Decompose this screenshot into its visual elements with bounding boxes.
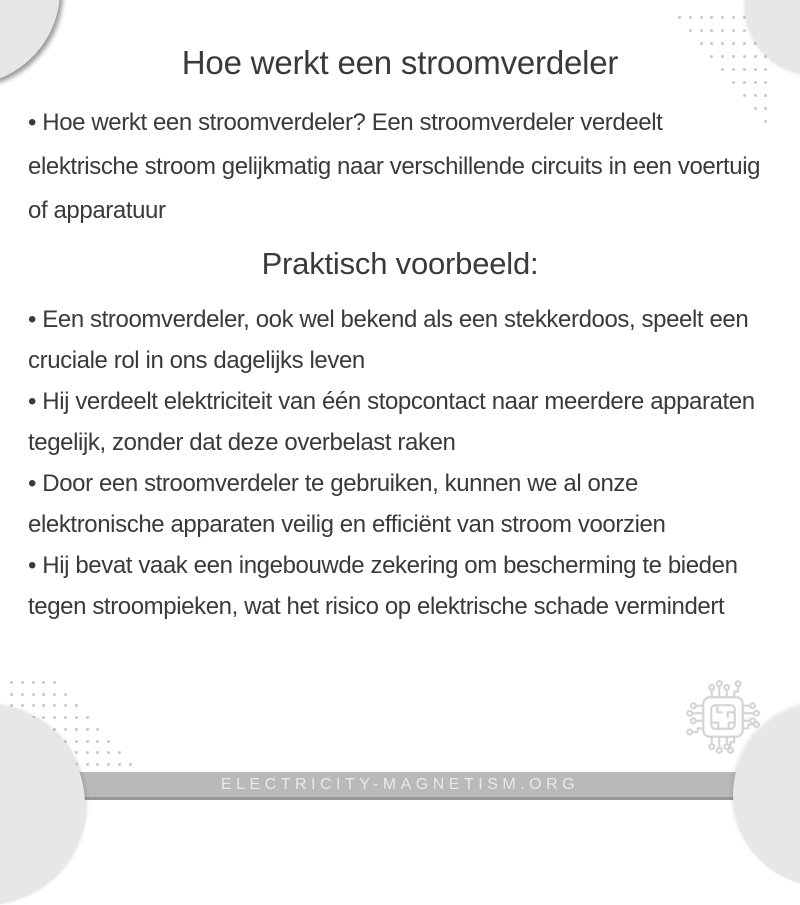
decor-dot xyxy=(118,751,121,754)
bullet-item: • Een stroomverdeler, ook wel bekend als een stekkerdoos, speelt een cruciale rol in ons dagelijks leven xyxy=(28,306,749,374)
decor-dot xyxy=(107,763,110,766)
decor-dot xyxy=(743,94,746,97)
decor-dot xyxy=(53,716,56,719)
decor-dot xyxy=(86,751,89,754)
decor-dot xyxy=(64,704,67,707)
decor-dot xyxy=(86,728,89,731)
footer-bar xyxy=(0,772,800,797)
decor-dot xyxy=(710,29,713,32)
bullet-item: • Hij verdeelt elektriciteit van één stopcontact naar meerdere apparaten tegelijk, zonder dat deze overbelast raken xyxy=(28,388,755,456)
decor-dot xyxy=(118,763,121,766)
decor-dot xyxy=(64,728,67,731)
site-name: ELECTRICITY-MAGNETISM.ORG xyxy=(220,775,580,793)
page-title: Hoe werkt een stroomverdeler xyxy=(181,44,619,81)
decor-dot xyxy=(75,751,78,754)
decor-dot xyxy=(764,81,767,84)
decor-dot xyxy=(21,693,24,696)
decor-dot xyxy=(53,704,56,707)
decor-dot xyxy=(42,681,45,684)
decor-dot xyxy=(96,751,99,754)
intro-bullet-list xyxy=(28,101,774,233)
decor-dot xyxy=(721,16,724,19)
bullet-item: • Door een stroomverdeler te gebruiken, kunnen we al onze elektronische apparaten veilig en efficiënt van stroom voorzien xyxy=(28,470,666,538)
decor-dot xyxy=(129,763,132,766)
decor-dot xyxy=(107,751,110,754)
decor-dot xyxy=(96,740,99,743)
decor-dot xyxy=(42,716,45,719)
decor-dot xyxy=(75,728,78,731)
decor-dot xyxy=(42,693,45,696)
decor-dot xyxy=(32,681,35,684)
decor-dot xyxy=(764,94,767,97)
decor-dot xyxy=(21,681,24,684)
decor-dot xyxy=(53,728,56,731)
decor-dot xyxy=(53,693,56,696)
decor-dot xyxy=(64,693,67,696)
decor-dot xyxy=(10,693,13,696)
decor-dot xyxy=(10,681,13,684)
decor-dot xyxy=(32,704,35,707)
decor-dot xyxy=(96,728,99,731)
decor-dot xyxy=(754,94,757,97)
decor-dot xyxy=(10,704,13,707)
decor-dot xyxy=(732,29,735,32)
decor-dot xyxy=(53,681,56,684)
decor-dot xyxy=(107,740,110,743)
decor-dot xyxy=(96,763,99,766)
decor-dot xyxy=(86,716,89,719)
bullet-item: • Hij bevat vaak een ingebouwde zekering om bescherming te bieden tegen stroompieken, wat het risico op elektrische schade vermindert xyxy=(28,552,738,620)
example-bullet-list xyxy=(28,299,774,627)
decor-dot xyxy=(710,16,713,19)
decor-dot xyxy=(86,763,89,766)
decor-dot xyxy=(21,704,24,707)
decor-dot xyxy=(764,68,767,71)
decor-dot xyxy=(75,740,78,743)
decor-dot xyxy=(75,716,78,719)
decor-dot xyxy=(64,740,67,743)
decor-dot xyxy=(732,16,735,19)
section-heading: Praktisch voorbeeld: xyxy=(261,246,539,281)
corner-circle-bottom-left xyxy=(0,705,85,905)
decor-dot xyxy=(32,693,35,696)
decor-dot xyxy=(689,16,692,19)
decor-dot xyxy=(700,16,703,19)
decor-dot xyxy=(721,29,724,32)
decor-dot xyxy=(743,29,746,32)
bullet-item: • Hoe werkt een stroomverdeler? Een stroomverdeler verdeelt elektrische stroom gelijkmatig naar verschillende circuits in een voertuig of apparatuur xyxy=(28,109,761,224)
decor-dot xyxy=(75,704,78,707)
decor-dot xyxy=(64,716,67,719)
decor-dot xyxy=(86,740,89,743)
decor-dot xyxy=(700,29,703,32)
decor-dot xyxy=(689,29,692,32)
decor-dot xyxy=(42,704,45,707)
decor-dot xyxy=(678,16,681,19)
